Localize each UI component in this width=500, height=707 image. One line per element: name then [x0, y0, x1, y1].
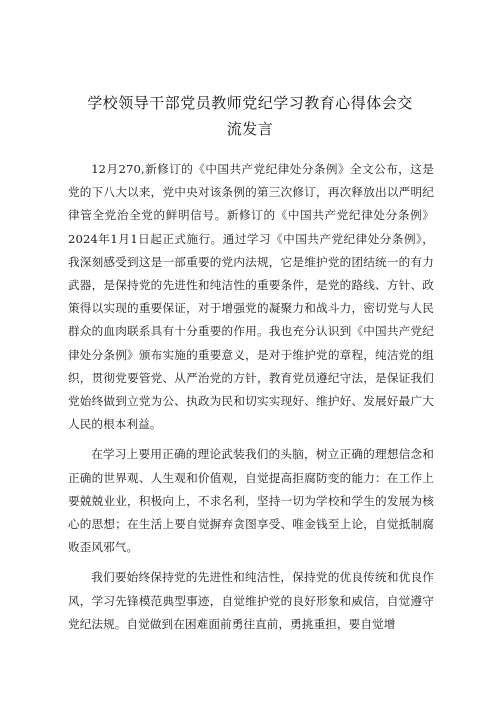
document-title: 学校领导干部党员教师党纪学习教育心得体会交流发言	[87, 94, 413, 138]
paragraph: 我们要始终保持党的先进性和纯洁性，保持党的优良传统和优良作风，学习先锋模范典型事迹，自觉维护党的良好形象和威信，自觉遵守党纪法规。自觉做到在困难面前勇往直前，勇挑重担，要自觉增	[68, 570, 434, 631]
document-body	[68, 158, 434, 643]
paragraph: 12月270,新修订的《中国共产党纪律处分条例》全文公布，这是党的下八大以来，党中央对该条例的第三次修订，再次释放出以严明纪律管全党治全党的鲜明信号。新修订的《中国共产党纪律处分条例》2024年1月1日起正式施行。通过学习《中国共产党纪律处分条例》，我深刻感受到这是一部重要的党内法规，它是维护党的团结统一的有力武器，是保持党的先进性和纯洁性的重要条件，是党的路线、方针、政策得以实现的重要保证，对于增强党的凝聚力和战斗力，密切党与人民群众的血肉联系具有十分重要的作用。我也充分认识到《中国共产党纪律处分条例》颁布实施的重要意义，是对于维护党的章程，纯洁党的组织，贯彻党要管党、从严治党的方针，教育党员遵纪守法，是保证我们党始终做到立党为公、执政为民和切实实现好、维护好、发展好最广大人民的根本利益。	[68, 162, 434, 432]
paragraph: 在学习上要用正确的理论武装我们的头脑，树立正确的理想信念和正确的世界观、人生观和价值观，自觉提高拒腐防变的能力：在工作上要兢兢业业，积极向上，不求名利，坚持一切为学校和学生的发展为核心的思想；在生活上要自觉摒弃贪图享受、唯金钱至上论，自觉抵制腐败歪风邪气。	[68, 447, 434, 555]
